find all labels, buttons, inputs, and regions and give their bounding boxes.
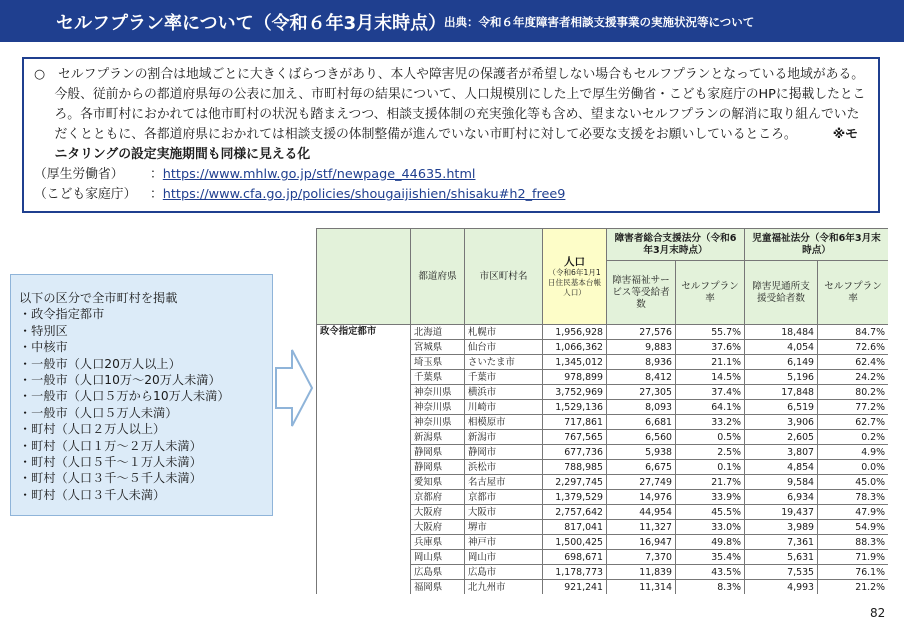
child-rate-cell: 4.9% [818, 445, 888, 460]
child-recipients-cell: 18,484 [745, 325, 818, 340]
blank-header [317, 229, 411, 325]
adult-rate-cell: 35.4% [676, 550, 745, 565]
prefecture-cell: 千葉県 [411, 370, 465, 385]
notice-box [22, 57, 880, 213]
child-rate-cell: 72.6% [818, 340, 888, 355]
city-cell: 仙台市 [465, 340, 543, 355]
population-cell: 3,752,969 [543, 385, 607, 400]
adult-recipients-cell: 44,954 [607, 505, 676, 520]
prefecture-cell: 愛知県 [411, 475, 465, 490]
child-recipients-cell: 6,934 [745, 490, 818, 505]
prefecture-cell: 兵庫県 [411, 535, 465, 550]
city-cell: 堺市 [465, 520, 543, 535]
category-item: ・町村（人口１万～２万人未満） [19, 438, 202, 453]
link-label-mhlw: （厚生労働省） [34, 167, 124, 182]
city-cell: 神戸市 [465, 535, 543, 550]
notice-paragraph [34, 65, 868, 165]
population-label: 人口 [564, 255, 585, 268]
prefecture-cell: 静岡県 [411, 445, 465, 460]
city-cell: 広島市 [465, 565, 543, 580]
adult-rate-cell: 37.6% [676, 340, 745, 355]
table-body [317, 325, 889, 595]
child-recipients-cell: 6,149 [745, 355, 818, 370]
prefecture-cell: 広島県 [411, 565, 465, 580]
population-cell: 817,041 [543, 520, 607, 535]
child-rate-cell: 80.2% [818, 385, 888, 400]
notice-text: セルフプランの割合は地域ごとに大きくばらつきがあり、本人や障害児の保護者が希望しない場合もセルフプランとなっている地域がある。今般、従前からの都道府県毎の公表に加え、市町村毎の結果について、人口規模別にした上で厚生労働省・こども家庭庁のHPに掲載したところ。各市町村におかれては他市町村の状況も踏まえつつ、相談支援体制の充実強化等も含め、望まないセルフプランの解消に取り組んでいただくとともに、各都道府県におかれては相談支援の体制整備が進んでいない市町村に対して必要な支援をお願いしているところ。 [54, 67, 866, 142]
header-bar [0, 0, 904, 42]
child-recipients-cell: 4,054 [745, 340, 818, 355]
adult-recipients-cell: 7,370 [607, 550, 676, 565]
population-cell: 1,529,136 [543, 400, 607, 415]
city-cell: 川崎市 [465, 400, 543, 415]
child-rate-cell: 21.2% [818, 580, 888, 595]
child-rate-cell: 0.2% [818, 430, 888, 445]
adult-group-header: 障害者総合支援法分（令和6年3月末時点） [607, 229, 745, 261]
child-rate-cell: 62.7% [818, 415, 888, 430]
population-cell: 921,241 [543, 580, 607, 595]
city-cell: 浜松市 [465, 460, 543, 475]
city-cell: 相模原市 [465, 415, 543, 430]
population-cell: 1,956,928 [543, 325, 607, 340]
data-table [316, 228, 888, 594]
category-item: ・一般市（人口５万から10万人未満） [19, 389, 230, 404]
prefecture-cell: 神奈川県 [411, 415, 465, 430]
child-group-header: 児童福祉法分（令和6年3月末時点） [745, 229, 888, 261]
adult-rate-cell: 55.7% [676, 325, 745, 340]
city-cell: 北九州市 [465, 580, 543, 595]
category-item: ・中核市 [19, 340, 68, 355]
child-rate-cell: 78.3% [818, 490, 888, 505]
category-item: ・特別区 [19, 323, 68, 338]
child-rate-cell: 77.2% [818, 400, 888, 415]
source-note: 出典：令和６年度障害者相談支援事業の実施状況等について [444, 15, 755, 29]
link-sep-cfa: ： [150, 187, 163, 202]
child-rate-cell: 24.2% [818, 370, 888, 385]
right-arrow-icon [274, 348, 314, 428]
child-recipients-cell: 4,854 [745, 460, 818, 475]
child-recipients-cell: 3,906 [745, 415, 818, 430]
city-cell: 京都市 [465, 490, 543, 505]
child-recipients-cell: 3,989 [745, 520, 818, 535]
link-sep-mhlw: ： [150, 167, 163, 182]
adult-rate-cell: 2.5% [676, 445, 745, 460]
adult-rate-cell: 0.5% [676, 430, 745, 445]
adult-recipients-cell: 8,412 [607, 370, 676, 385]
adult-recipients-cell: 16,947 [607, 535, 676, 550]
population-cell: 1,345,012 [543, 355, 607, 370]
city-cell: 大阪市 [465, 505, 543, 520]
child-recipients-cell: 5,631 [745, 550, 818, 565]
city-cell: 名古屋市 [465, 475, 543, 490]
adult-rate-cell: 49.8% [676, 535, 745, 550]
city-cell: 静岡市 [465, 445, 543, 460]
mhlw-link[interactable]: https://www.mhlw.go.jp/stf/newpage_44635.html [162, 167, 476, 182]
adult-rate-cell: 45.5% [676, 505, 745, 520]
link-row-mhlw [34, 165, 868, 185]
adult-rate-cell: 8.3% [676, 580, 745, 595]
child-rate-cell: 47.9% [818, 505, 888, 520]
population-cell: 2,297,745 [543, 475, 607, 490]
adult-recipients-cell: 27,749 [607, 475, 676, 490]
category-item: ・町村（人口２万人以上） [19, 422, 166, 437]
city-cell: 横浜市 [465, 385, 543, 400]
child-recipients-cell: 19,437 [745, 505, 818, 520]
adult-rate-cell: 43.5% [676, 565, 745, 580]
adult-rate-cell: 0.1% [676, 460, 745, 475]
child-rate-cell: 62.4% [818, 355, 888, 370]
prefecture-cell: 埼玉県 [411, 355, 465, 370]
city-cell: 新潟市 [465, 430, 543, 445]
child-recipients-cell: 6,519 [745, 400, 818, 415]
prefecture-cell: 神奈川県 [411, 385, 465, 400]
adult-rate-cell: 37.4% [676, 385, 745, 400]
child-rate-cell: 88.3% [818, 535, 888, 550]
child-rate-cell: 71.9% [818, 550, 888, 565]
child-recipients-cell: 7,361 [745, 535, 818, 550]
link-label-cfa: （こども家庭庁） [34, 187, 137, 202]
city-cell: 岡山市 [465, 550, 543, 565]
population-cell: 677,736 [543, 445, 607, 460]
category-item: ・町村（人口３千～５千人未満） [19, 471, 202, 486]
adult-rate-cell: 14.5% [676, 370, 745, 385]
population-cell: 1,500,425 [543, 535, 607, 550]
adult-recipients-cell: 5,938 [607, 445, 676, 460]
adult-rate-cell: 33.9% [676, 490, 745, 505]
self-plan-table [316, 228, 888, 594]
cfa-link[interactable]: https://www.cfa.go.jp/policies/shougaijishien/shisaku#h2_free9 [162, 187, 566, 202]
population-cell: 1,379,529 [543, 490, 607, 505]
adult-recipients-cell: 27,305 [607, 385, 676, 400]
adult-rate-cell: 21.1% [676, 355, 745, 370]
child-rate-cell: 0.0% [818, 460, 888, 475]
category-list-box [10, 274, 273, 516]
population-header [543, 229, 607, 325]
child-recipients-cell: 3,807 [745, 445, 818, 460]
page-number: 82 [870, 606, 886, 620]
prefecture-cell: 静岡県 [411, 460, 465, 475]
category-item: ・町村（人口５千～１万人未満） [19, 455, 202, 470]
page-title: セルフプラン率について（令和６年3月末時点） [56, 13, 447, 34]
child-rate-cell: 45.0% [818, 475, 888, 490]
child-recipients-cell: 2,605 [745, 430, 818, 445]
category-list-heading: 以下の区分で全市町村を掲載 [19, 291, 178, 305]
prefecture-header: 都道府県 [411, 229, 465, 325]
population-note: （令和6年1月1日住民基本台帳人口） [547, 267, 602, 297]
prefecture-cell: 北海道 [411, 325, 465, 340]
category-item: ・一般市（人口10万～20万人未満） [19, 373, 221, 388]
prefecture-cell: 宮城県 [411, 340, 465, 355]
child-rate-cell: 84.7% [818, 325, 888, 340]
adult-recipients-cell: 27,576 [607, 325, 676, 340]
notice-emphasis: ※モニタリングの設定実施期間も同様に見える化 [54, 127, 858, 162]
prefecture-cell: 京都府 [411, 490, 465, 505]
population-cell: 717,861 [543, 415, 607, 430]
population-cell: 767,565 [543, 430, 607, 445]
adult-recipients-header: 障害福祉サービス等受給者数 [607, 261, 676, 325]
category-item: ・政令指定都市 [19, 307, 105, 322]
adult-rate-cell: 33.2% [676, 415, 745, 430]
prefecture-cell: 神奈川県 [411, 400, 465, 415]
population-cell: 698,671 [543, 550, 607, 565]
city-cell: さいたま市 [465, 355, 543, 370]
adult-recipients-cell: 11,314 [607, 580, 676, 595]
adult-rate-cell: 21.7% [676, 475, 745, 490]
category-item: ・町村（人口３千人未満） [19, 487, 166, 502]
adult-recipients-cell: 6,560 [607, 430, 676, 445]
child-rate-cell: 76.1% [818, 565, 888, 580]
notice-bullet: ○ [34, 67, 46, 82]
prefecture-cell: 新潟県 [411, 430, 465, 445]
child-recipients-cell: 4,993 [745, 580, 818, 595]
population-cell: 978,899 [543, 370, 607, 385]
child-rate-cell: 54.9% [818, 520, 888, 535]
adult-recipients-cell: 8,936 [607, 355, 676, 370]
population-cell: 788,985 [543, 460, 607, 475]
adult-rate-cell: 64.1% [676, 400, 745, 415]
population-cell: 1,066,362 [543, 340, 607, 355]
adult-recipients-cell: 14,976 [607, 490, 676, 505]
adult-recipients-cell: 6,681 [607, 415, 676, 430]
prefecture-cell: 大阪府 [411, 505, 465, 520]
population-cell: 1,178,773 [543, 565, 607, 580]
category-item: ・一般市（人口５万人未満） [19, 405, 178, 420]
adult-rate-cell: 33.0% [676, 520, 745, 535]
link-row-cfa [34, 185, 868, 205]
child-recipients-cell: 9,584 [745, 475, 818, 490]
population-cell: 2,757,642 [543, 505, 607, 520]
adult-recipients-cell: 11,327 [607, 520, 676, 535]
city-cell: 札幌市 [465, 325, 543, 340]
prefecture-cell: 岡山県 [411, 550, 465, 565]
adult-recipients-cell: 9,883 [607, 340, 676, 355]
child-recipients-header: 障害児通所支援受給者数 [745, 261, 818, 325]
city-header: 市区町村名 [465, 229, 543, 325]
child-recipients-cell: 5,196 [745, 370, 818, 385]
adult-recipients-cell: 8,093 [607, 400, 676, 415]
prefecture-cell: 大阪府 [411, 520, 465, 535]
prefecture-cell: 福岡県 [411, 580, 465, 595]
adult-recipients-cell: 11,839 [607, 565, 676, 580]
adult-recipients-cell: 6,675 [607, 460, 676, 475]
child-rate-header: セルフプラン率 [818, 261, 888, 325]
child-recipients-cell: 7,535 [745, 565, 818, 580]
child-recipients-cell: 17,848 [745, 385, 818, 400]
city-cell: 千葉市 [465, 370, 543, 385]
category-cell: 政令指定都市 [317, 325, 411, 595]
category-item: ・一般市（人口20万人以上） [19, 356, 181, 371]
table-row [317, 325, 889, 340]
adult-rate-header: セルフプラン率 [676, 261, 745, 325]
